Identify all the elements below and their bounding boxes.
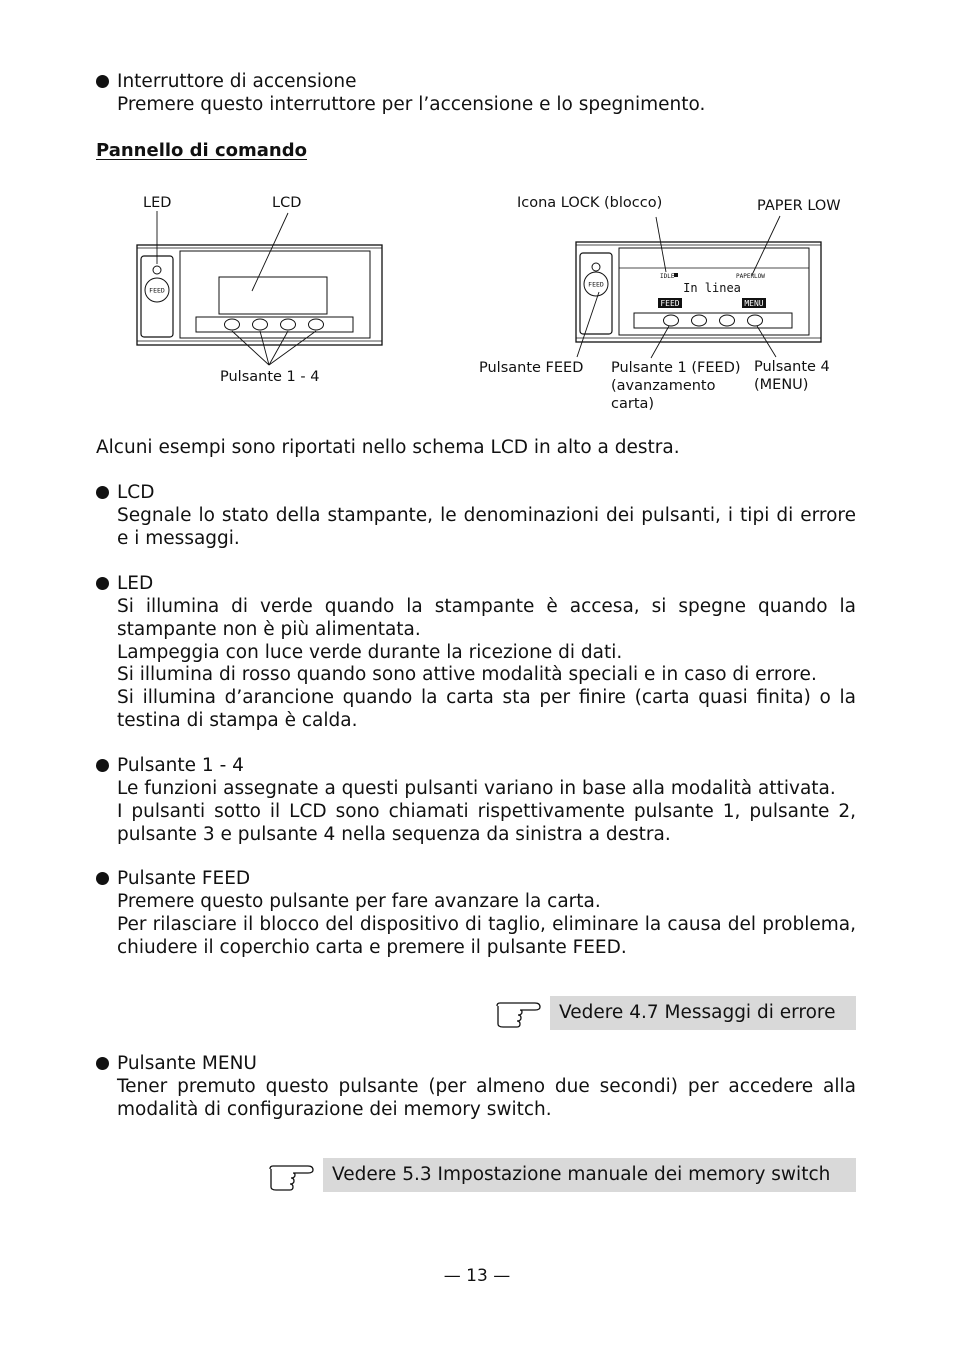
right-feed-text: FEED: [588, 280, 604, 289]
label-button-4-line-2: (MENU): [754, 377, 809, 393]
led-desc-3: Si illumina di rosso quando sono attive modalità speciali e in caso di errore.: [117, 664, 817, 686]
buttons-title: Pulsante 1 - 4: [117, 755, 244, 776]
right-led-module: [580, 253, 612, 334]
feed-desc-block: [117, 891, 856, 959]
buttons-desc-2: I pulsanti sotto il LCD sono chiamati rispettivamente pulsante 1, pulsante 2, pulsante 3 e pulsante 4 nella sequenza da sinistra a destra.: [117, 800, 856, 845]
left-button-1: [225, 319, 240, 330]
power-switch-title: Interruttore di accensione: [117, 71, 357, 92]
page-number: — 13 —: [443, 1266, 511, 1286]
lcd-softkey-feed: FEED: [660, 299, 680, 308]
item-title-power-switch: [96, 71, 356, 94]
label-button-1-feed: [611, 359, 741, 413]
right-button-1: [664, 315, 679, 326]
item-title-feed: [96, 868, 250, 891]
led-title: LED: [117, 573, 154, 594]
left-button-2: [253, 319, 268, 330]
bullet-icon: [96, 75, 109, 88]
right-led-icon: [592, 263, 600, 271]
left-feed-text: FEED: [149, 286, 165, 295]
buttons-desc-block: [117, 778, 856, 846]
left-panel-diagram: [137, 211, 382, 365]
label-button-1-line-2: (avanzamento: [611, 378, 716, 394]
lcd-top-left-text: IDLE: [660, 273, 675, 280]
label-button-4-line-1: Pulsante 4: [754, 359, 830, 375]
left-display-area: [180, 251, 370, 338]
led-desc-4: Si illumina d’arancione quando la carta sta per finire (carta quasi finita) o la testina di stampa è calda.: [117, 687, 856, 731]
left-led-module: [141, 256, 173, 337]
label-lock-icon: Icona LOCK (blocco): [517, 195, 663, 211]
label-led: LED: [143, 195, 172, 211]
lcd-desc-block: [117, 505, 856, 551]
ref-memory-switch[interactable]: Vedere 5.3 Impostazione manuale dei memory switch: [323, 1158, 856, 1192]
item-title-lcd: [96, 482, 154, 505]
feed-title: Pulsante FEED: [117, 868, 251, 889]
left-led-icon: [153, 266, 161, 274]
led-desc-block: [117, 596, 856, 733]
leader-lcd: [252, 213, 288, 291]
lcd-status-text: In linea: [683, 281, 741, 295]
pointing-hand-icon: [495, 996, 545, 1030]
menu-title: Pulsante MENU: [117, 1053, 257, 1074]
bullet-icon: [96, 872, 109, 885]
right-button-3: [720, 315, 735, 326]
label-lcd: LCD: [272, 195, 302, 211]
left-lcd-screen: [219, 277, 327, 314]
leader-lock: [656, 217, 666, 272]
bullet-icon: [96, 486, 109, 499]
power-switch-desc-block: [117, 94, 856, 117]
item-title-menu: [96, 1053, 257, 1076]
bullet-icon: [96, 577, 109, 590]
examples-note: Alcuni esempi sono riportati nello schema LCD in alto a destra.: [96, 437, 680, 458]
right-panel-diagram: [576, 216, 821, 358]
right-button-4: [748, 315, 763, 326]
left-button-strip: [196, 317, 353, 332]
left-button-4: [309, 319, 324, 330]
led-desc-2: Lampeggia con luce verde durante la ricezione di dati.: [117, 641, 623, 663]
power-switch-desc: Premere questo interruttore per l’accensione e lo spegnimento.: [117, 94, 706, 115]
buttons-desc-1: Le funzioni assegnate a questi pulsanti variano in base alla modalità attivata.: [117, 778, 836, 799]
right-button-strip: [634, 313, 792, 328]
label-button-1-line-1: Pulsante 1 (FEED): [611, 360, 741, 376]
led-desc-1: Si illumina di verde quando la stampante è accesa, si spegne quando la stampante non è più alimentata.: [117, 596, 856, 640]
label-feed-button: Pulsante FEED: [479, 360, 584, 376]
lcd-title: LCD: [117, 482, 155, 503]
pointing-hand-icon: [268, 1159, 318, 1193]
lcd-desc: Segnale lo stato della stampante, le denominazioni dei pulsanti, i tipi di errore e i messaggi.: [117, 505, 856, 549]
leader-paper-low: [752, 216, 780, 275]
bullet-icon: [96, 759, 109, 772]
feed-desc-1: Premere questo pulsante per fare avanzare la carta.: [117, 891, 601, 912]
label-buttons-1-4: Pulsante 1 - 4: [220, 369, 320, 385]
menu-desc-block: [117, 1076, 856, 1122]
feed-desc-2: Per rilasciare il blocco del dispositivo di taglio, eliminare la causa del problema, chiudere il coperchio carta e premere il pulsante FEED.: [117, 913, 856, 958]
lcd-paper-low-text: PAPERLOW: [736, 273, 765, 280]
lcd-lock-icon: [674, 273, 678, 277]
section-heading: Pannello di comando: [96, 140, 307, 161]
menu-desc: Tener premuto questo pulsante (per almeno due secondi) per accedere alla modalità di configurazione dei memory switch.: [117, 1076, 856, 1120]
item-title-led: [96, 573, 153, 596]
lcd-softkey-menu: MENU: [744, 299, 764, 308]
bullet-icon: [96, 1057, 109, 1070]
label-paper-low: PAPER LOW: [757, 198, 841, 214]
left-button-3: [281, 319, 296, 330]
ref-error-messages[interactable]: Vedere 4.7 Messaggi di errore: [550, 996, 856, 1030]
right-button-2: [692, 315, 707, 326]
label-button-4-menu: [754, 358, 830, 394]
item-title-buttons: [96, 755, 244, 778]
label-button-1-line-3: carta): [611, 396, 655, 412]
